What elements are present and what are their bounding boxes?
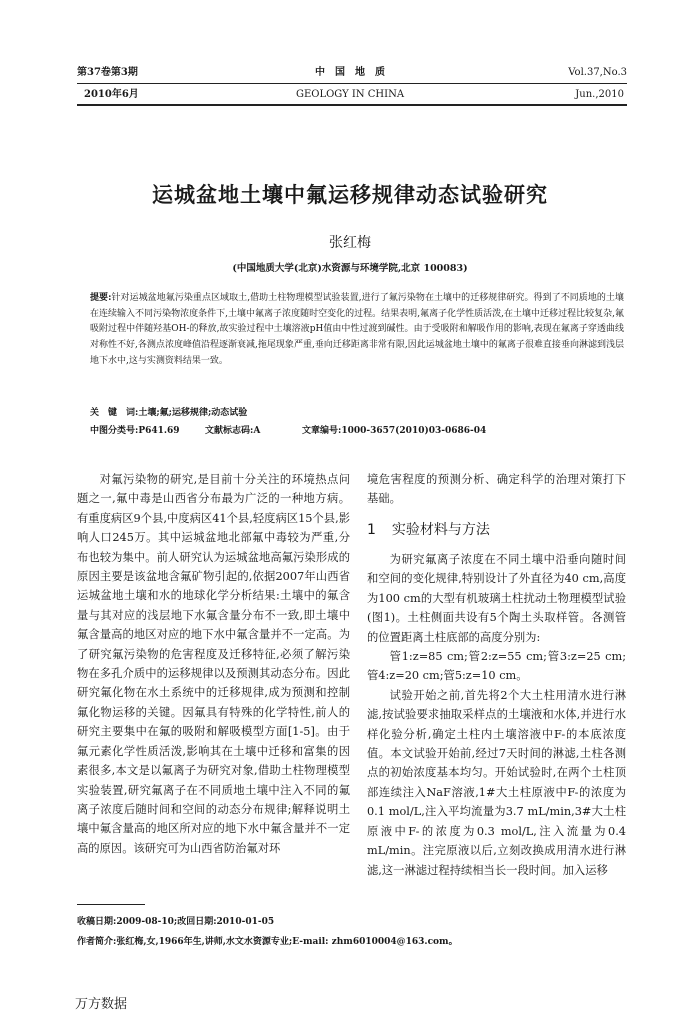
header-rule-thick — [77, 104, 627, 106]
watermark: 万方数据 — [75, 997, 128, 1012]
abstract — [90, 291, 624, 370]
affiliation: (中国地质大学(北京)水资源与环境学院,北京 100083) — [232, 263, 468, 274]
clc-number: 中图分类号:P641.69 — [90, 426, 180, 436]
body-paragraph-continued: 境危害程度的预测分析、确定科学的治理对策打下基础。 — [367, 473, 626, 506]
body-paragraph: 对氟污染物的研究,是目前十分关注的环境热点问题之一,氟中毒是山西省分布最为广泛的一种地方病。有重度病区9个县,中度病区41个县,轻度病区15个县,影响人口245万。其中运城盆地北部氟中毒较为严重,分布也较为集中。前人研究认为运城盆地高氟污染形成的原因主要是该盆地含氟矿物引起的,依据2007年山西省运城盆地土壤和水的地球化学分析结果:土壤中的氟含量与其对应的浅层地下水氟含量分布不一致,即土壤中氟含量高的地区对应的地下水中氟含量并不一定高。为了研究氟污染物的危害程度及迁移特征,必须了解污染物在多孔介质中的运移规律以及预测其动态分布。因此研究氟化物在水土系统中的迁移规律,成为预测和控制氟化物运移的关键。因氟具有特殊的化学特性,前人的研究主要集中在氟的吸附和解吸模型方面[1-5]。由于氟元素化学性质活泼,影响其在土壤中迁移和富集的因素很多,本文是以氟离子为研究对象,借助土柱物理模型实验装置,研究氟离子在不同质地土壤中注入不同的氟离子浓度后随时间和空间的动态分布规律;解释说明土壤中氟含量高的地区所对应的地下水中氟含量并不一定高的原因。该研究可为山西省防治氟对环 — [77, 473, 350, 855]
body-paragraph: 管1:z=85 cm;管2:z=55 cm;管3:z=25 cm;管4:z=20 cm;管5:z=10 cm。 — [367, 650, 626, 683]
section-heading — [367, 519, 490, 539]
header-rule-thin — [77, 83, 627, 84]
document-code: 文献标志码:A — [205, 426, 261, 436]
body-right-top — [367, 470, 626, 509]
body-right-column — [367, 550, 626, 880]
article-number: 文章编号:1000-3657(2010)03-0686-04 — [302, 426, 487, 436]
journal-name-cn: 中 国 地 质 — [315, 67, 385, 78]
author-name: 张红梅 — [329, 235, 371, 251]
abstract-text: 针对运城盆地氟污染重点区域取土,借助土柱物理模型试验装置,进行了氟污染物在土壤中的迁移规律研究。得到了不同质地的土壤在连续输入不同污染物浓度条件下,土壤中氟离子浓度随时空变化的过程。结果表明,氟离子化学性质活泼,在土壤中迁移过程比较复杂,氟吸附过程中伴随羟基OH-的释放,故实验过程中土壤溶液pH值由中性过渡到碱性。由于受吸附和解吸作用的影响,表现在氟离子穿透曲线对称性不好,各测点浓度峰值沿程逐渐衰减,拖尾现象严重,垂向迁移距离非常有限,因此运城盆地土壤中的氟离子很难直接垂向淋滤到浅层地下水中,这与实测资料结果一致。 — [90, 293, 624, 366]
received-date: 收稿日期:2009-08-10;改回日期:2010-01-05 — [77, 917, 275, 927]
paper-title: 运城盆地土壤中氟运移规律动态试验研究 — [152, 183, 548, 207]
abstract-label: 提要: — [90, 293, 112, 303]
body-paragraph: 为研究氟离子浓度在不同土壤中沿垂向随时间和空间的变化规律,特别设计了外直径为40 cm,高度为100 cm的大型有机玻璃土柱扰动土物理模型试验(图1)。土柱侧面共设有5个陶土头取样管。各测管的位置距离土柱底部的高度分别为: — [367, 553, 626, 644]
section-title: 实验材料与方法 — [391, 522, 490, 538]
date-en: Jun.,2010 — [575, 89, 624, 100]
footnote-rule — [77, 904, 145, 905]
volume-issue-en: Vol.37,No.3 — [568, 67, 627, 78]
section-number: 1 — [367, 522, 376, 538]
body-left-column — [77, 470, 350, 858]
volume-issue-cn: 第37卷第3期 — [77, 67, 138, 78]
journal-name-en: GEOLOGY IN CHINA — [295, 89, 405, 100]
author-note: 作者简介:张红梅,女,1966年生,讲师,水文水资源专业;E-mail: zhm6010004@163.com。 — [77, 937, 458, 947]
body-paragraph: 试验开始之前,首先将2个大土柱用清水进行淋滤,按试验要求抽取采样点的土壤液和水体,并进行水样化验分析,确定土柱内土壤溶液中F-的本底浓度值。本文试验开始前,经过7天时间的淋滤,土柱各测点的初始浓度基本均匀。开始试验时,在两个土柱顶部连续注入NaF溶液,1#大土柱原液中F-的浓度为0.1 mol/L,注入平均流量为3.7 mL/min,3#大土柱原液中F-的浓度为0.3 mol/L,注入流量为0.4 mL/min。注完原液以后,立刻改换成用清水进行淋滤,这一淋滤过程持续相当长一段时间。加入运移 — [367, 688, 626, 877]
date-cn: 2010年6月 — [84, 89, 139, 100]
keywords: 关 键 词:土壤;氟;运移规律;动态试验 — [90, 408, 248, 418]
